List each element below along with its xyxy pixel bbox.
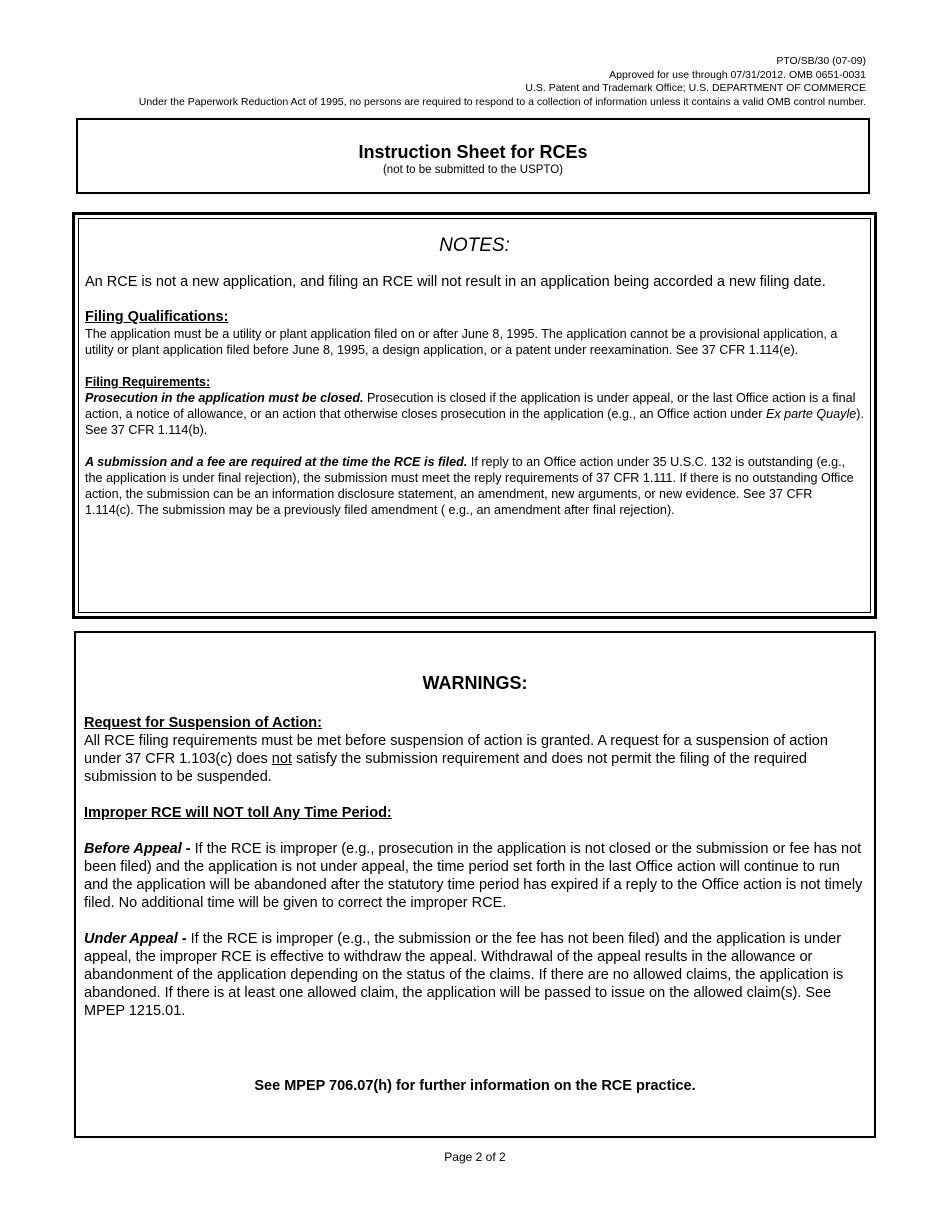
requirement-prosecution-closed: [85, 390, 864, 438]
under-appeal-text: If the RCE is improper (e.g., the submission or the fee has not been filed) and the application is under appeal, the improper RCE is effective to withdraw the appeal. Withdrawal of the appeal results in the allowance or abandonment of the application depending on the status of the claims. If there are no allowed claims, the application is abandoned. If there is at least one allowed claim, the application will be passed to issue on the allowed claim(s). See MPEP 1215.01.: [84, 931, 844, 1019]
notes-box: [72, 212, 877, 619]
page-subtitle: (not to be submitted to the USPTO): [382, 164, 564, 176]
requirement-prosecution-lead: Prosecution in the application must be closed.: [85, 391, 364, 405]
form-header: [139, 55, 866, 109]
requirement-submission-fee: [85, 454, 864, 518]
requirement-submission-lead: A submission and a fee are required at the time the RCE is filed.: [85, 455, 468, 469]
under-appeal-lead: Under Appeal -: [84, 931, 187, 947]
before-appeal-text: If the RCE is improper (e.g., prosecution in the application is not closed or the submission or fee has not been filed) and the application is not under appeal, the time period set forth in the last Office action will continue to run and the application will be abandoned after the statutory time period has expired if a reply to the Office action is not timely filed. No additional time will be given to correct the improper RCE.: [84, 841, 863, 911]
page-title: Instruction Sheet for RCEs: [358, 142, 588, 162]
notes-heading: NOTES:: [439, 235, 510, 256]
suspension-text: [84, 732, 866, 786]
suspension-text-a: All RCE filing requirements must be met before suspension of action is granted. A request for a suspension of action under 37 CFR 1.103(c) does: [84, 733, 828, 767]
suspension-heading: Request for Suspension of Action:: [84, 715, 322, 731]
notes-inner-border: [78, 218, 871, 613]
agency-line: U.S. Patent and Trademark Office; U.S. DEPARTMENT OF COMMERCE: [525, 82, 866, 94]
page-number: Page 2 of 2: [444, 1150, 506, 1164]
warnings-heading: WARNINGS:: [422, 673, 528, 693]
omb-approval: Approved for use through 07/31/2012. OMB 0651-0031: [609, 68, 866, 81]
paperwork-notice: Under the Paperwork Reduction Act of 1995, no persons are required to respond to a collection of information unless it contains a valid OMB control number.: [138, 95, 866, 108]
filing-qualifications-heading: Filing Qualifications:: [85, 309, 229, 325]
toll-heading: Improper RCE will NOT toll Any Time Period:: [84, 805, 392, 821]
requirement-prosecution-text-b: ). See 37 CFR 1.114(b).: [85, 407, 864, 437]
before-appeal-paragraph: [84, 840, 866, 912]
mpep-reference: See MPEP 706.07(h) for further information on the RCE practice.: [254, 1078, 696, 1094]
ex-parte-quayle: Ex parte Quayle: [765, 407, 857, 421]
requirement-prosecution-text-a: Prosecution is closed if the application is under appeal, or the last Office action is a final action, a notice of allowance, or an action that otherwise closes prosecution in the application (e.g., an Office action under: [85, 391, 856, 421]
before-appeal-lead: Before Appeal -: [84, 841, 191, 857]
notes-intro: An RCE is not a new application, and filing an RCE will not result in an application being accorded a new filing date.: [85, 274, 826, 290]
requirement-submission-text: If reply to an Office action under 35 U.S.C. 132 is outstanding (e.g., the application is under final rejection), the submission must meet the reply requirements of 37 CFR 1.111. If there is no outstanding Office action, the submission can be an information disclosure statement, an amendment, new arguments, or new evidence. See 37 CFR 1.114(c). The submission may be a previously filed amendment ( e.g., an amendment after final rejection).: [85, 455, 854, 517]
filing-requirements-heading: Filing Requirements:: [85, 375, 211, 389]
title-box: [76, 118, 870, 194]
filing-qualifications-text: The application must be a utility or plant application filed on or after June 8, 1995. The application cannot be a provisional application, a utility or plant application filed before June 8, 1995, a design application, or a patent under reexamination. See 37 CFR 1.114(e).: [85, 327, 838, 357]
warnings-box: [74, 631, 876, 1138]
suspension-not: not: [271, 751, 292, 767]
form-number: PTO/SB/30 (07-09): [776, 55, 866, 67]
suspension-text-b: satisfy the submission requirement and does not permit the filing of the required submission to be suspended.: [84, 751, 807, 785]
under-appeal-paragraph: [84, 930, 866, 1020]
